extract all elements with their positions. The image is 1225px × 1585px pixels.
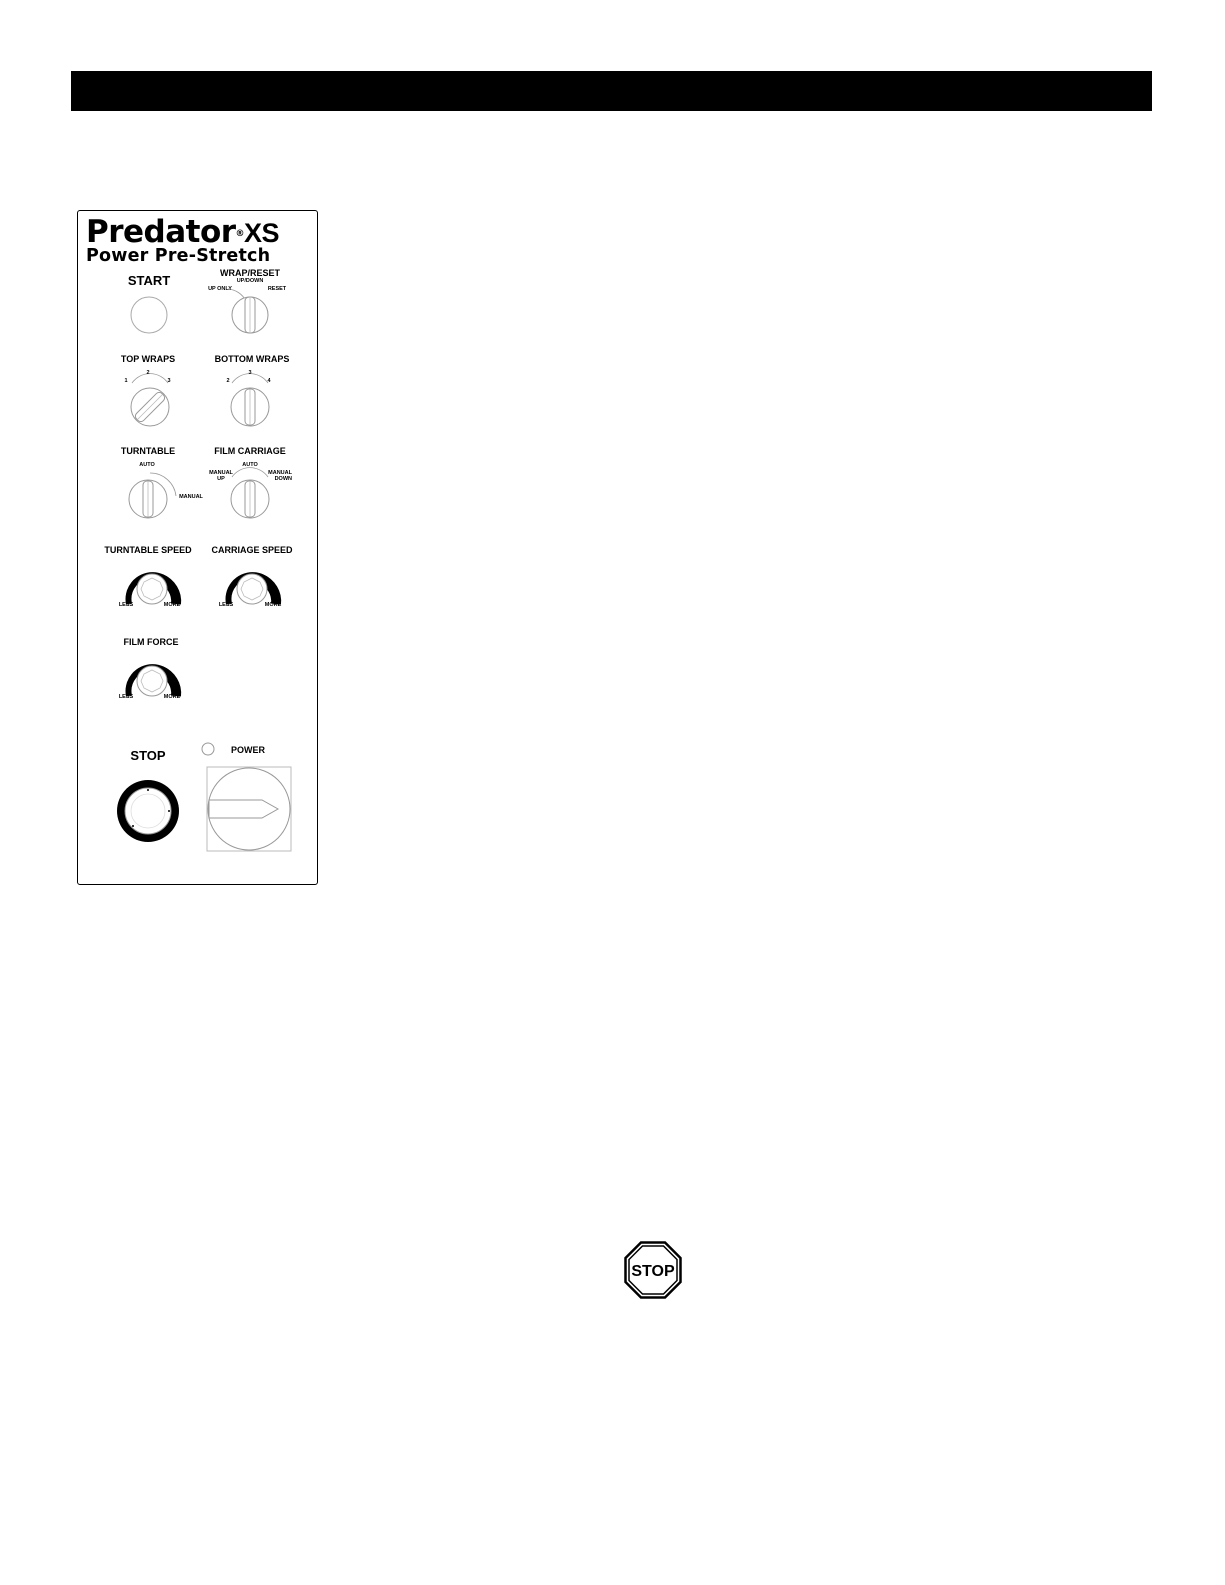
start-button[interactable]: [131, 297, 167, 333]
film-carriage-auto-label: AUTO: [242, 462, 258, 468]
control-panel: [77, 210, 318, 885]
power-disconnect-switch[interactable]: [207, 767, 291, 851]
film-force-less-label: LESS: [118, 694, 134, 700]
film-carriage-manual-up-line-1: MANUAL: [209, 470, 233, 476]
wrap-reset-updown-label: UP/DOWN: [236, 278, 264, 284]
wrap-reset-uponly-label: UP ONLY: [208, 286, 232, 292]
header-bar: [71, 71, 1152, 111]
wrap-reset-label: WRAP/RESET: [219, 268, 280, 278]
top-wraps-selector[interactable]: [131, 374, 169, 426]
film-carriage-label: FILM CARRIAGE: [214, 446, 286, 456]
bottom-wraps-selector[interactable]: [231, 374, 269, 426]
bottom-wraps-option-2: 2: [226, 378, 230, 384]
turntable-label: TURNTABLE: [120, 446, 176, 456]
turntable-selector[interactable]: [129, 473, 176, 518]
top-wraps-option-3: 3: [167, 378, 171, 384]
power-label: POWER: [230, 745, 265, 755]
brand-registered-mark: ®: [235, 229, 245, 239]
wrap-reset-selector[interactable]: [228, 289, 268, 333]
bottom-wraps-option-4: 4: [267, 378, 271, 384]
turntable-auto-label: AUTO: [139, 462, 155, 468]
film-force-more-label: MORE: [163, 694, 181, 700]
turntable-manual-label: MANUAL: [179, 494, 203, 500]
start-label: START: [127, 273, 171, 288]
stop-sign-text: STOP: [631, 1263, 675, 1280]
turntable-speed-knob[interactable]: [129, 574, 177, 604]
film-carriage-manual-down-line-1: MANUAL: [268, 470, 292, 476]
stop-sign-icon: [624, 1241, 682, 1299]
turntable-speed-label: TURNTABLE SPEED: [104, 545, 192, 555]
turntable-speed-less-label: LESS: [118, 602, 134, 608]
film-carriage-manual-down-label: [262, 470, 292, 482]
power-indicator-light: [202, 743, 214, 755]
carriage-speed-label: CARRIAGE SPEED: [211, 545, 293, 555]
top-wraps-option-2: 2: [146, 370, 150, 376]
wrap-reset-reset-label: RESET: [267, 286, 287, 292]
brand-suffix: XS: [244, 218, 280, 248]
carriage-speed-more-label: MORE: [264, 602, 282, 608]
top-wraps-label: TOP WRAPS: [120, 354, 176, 364]
emergency-stop-button[interactable]: [117, 780, 179, 842]
carriage-speed-less-label: LESS: [218, 602, 234, 608]
film-force-knob[interactable]: [129, 666, 177, 696]
turntable-speed-more-label: MORE: [163, 602, 181, 608]
film-force-label: FILM FORCE: [123, 637, 179, 647]
carriage-speed-knob[interactable]: [229, 574, 277, 604]
film-carriage-manual-up-line-2: UP: [217, 476, 225, 482]
bottom-wraps-label: BOTTOM WRAPS: [214, 354, 290, 364]
top-wraps-option-1: 1: [124, 378, 128, 384]
brand-name: Predator: [86, 214, 236, 250]
stop-label: STOP: [130, 748, 166, 763]
brand-tagline: Power Pre-Stretch: [86, 246, 271, 266]
film-carriage-manual-up-label: [206, 470, 236, 482]
film-carriage-manual-down-line-2: DOWN: [274, 476, 292, 482]
bottom-wraps-option-3: 3: [248, 370, 252, 376]
